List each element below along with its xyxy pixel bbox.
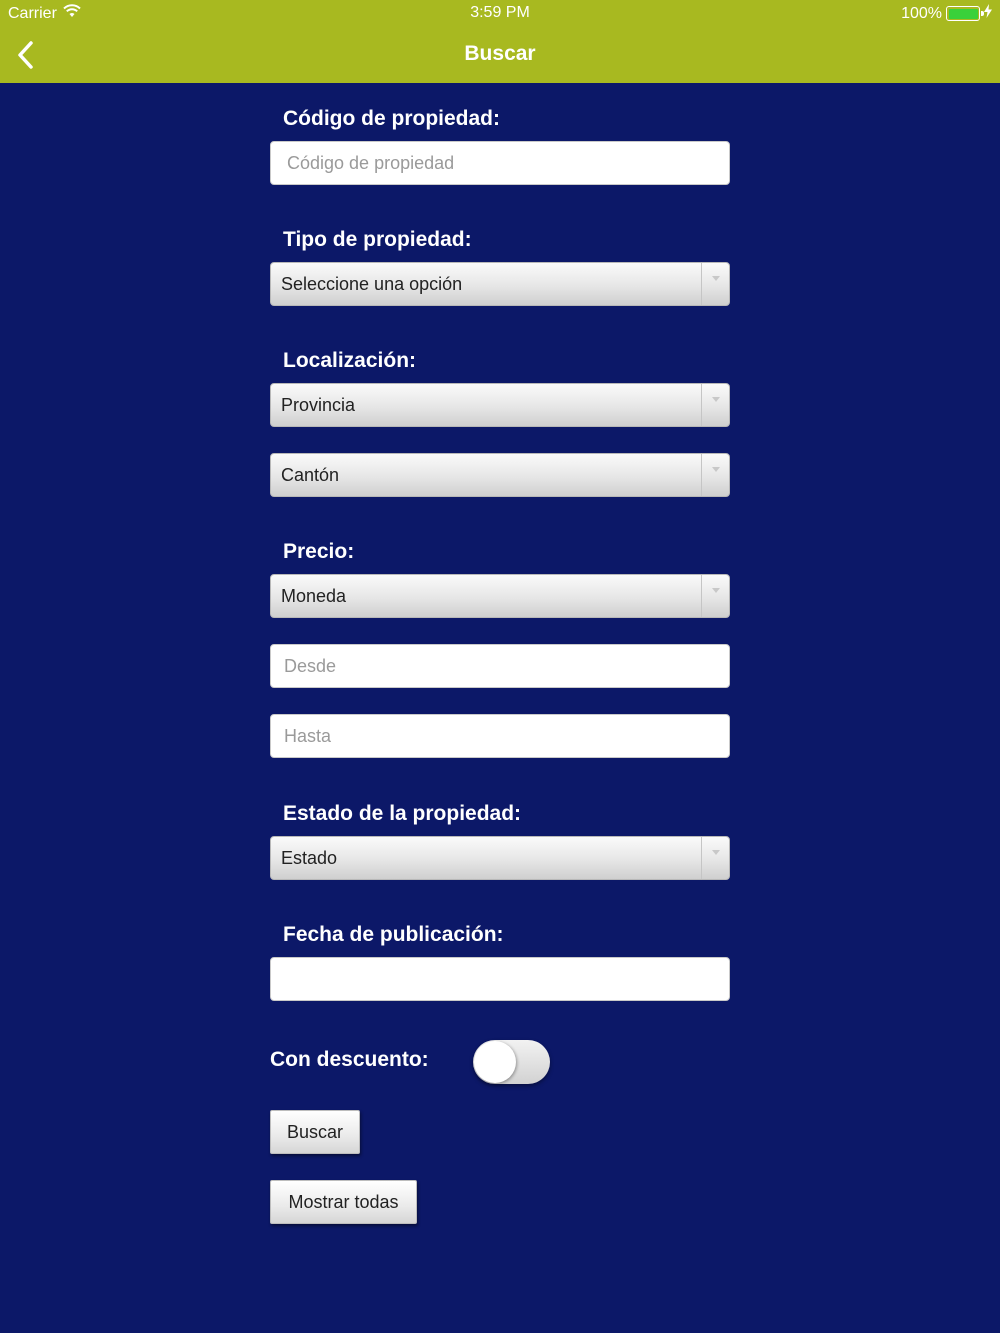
canton-select[interactable] bbox=[270, 453, 730, 497]
show-all-button[interactable]: Mostrar todas bbox=[270, 1180, 417, 1224]
price-from-input[interactable] bbox=[270, 644, 730, 688]
chevron-down-icon bbox=[701, 384, 729, 426]
search-button[interactable]: Buscar bbox=[270, 1110, 360, 1154]
price-to-input[interactable] bbox=[270, 714, 730, 758]
province-select[interactable] bbox=[270, 383, 730, 427]
publish-date-label: Fecha de publicación: bbox=[283, 923, 504, 946]
property-state-select[interactable] bbox=[270, 836, 730, 880]
property-code-input[interactable] bbox=[270, 141, 730, 185]
canton-value: Cantón bbox=[281, 464, 340, 485]
property-type-select[interactable] bbox=[270, 262, 730, 306]
property-code-label: Código de propiedad: bbox=[283, 107, 500, 130]
property-type-label: Tipo de propiedad: bbox=[283, 228, 472, 251]
carrier-label: Carrier bbox=[8, 4, 57, 22]
status-time: 3:59 PM bbox=[470, 4, 530, 21]
price-label: Precio: bbox=[283, 540, 355, 563]
discount-label: Con descuento: bbox=[270, 1048, 429, 1071]
chevron-down-icon bbox=[701, 454, 729, 496]
battery-percent: 100% bbox=[901, 4, 942, 22]
province-value: Provincia bbox=[281, 394, 356, 415]
location-label: Localización: bbox=[283, 349, 417, 372]
currency-value: Moneda bbox=[281, 585, 347, 606]
chevron-down-icon bbox=[701, 575, 729, 617]
battery-icon bbox=[946, 6, 980, 21]
property-state-label: Estado de la propiedad: bbox=[283, 802, 522, 825]
property-type-value: Seleccione una opción bbox=[281, 273, 463, 294]
discount-toggle[interactable] bbox=[473, 1040, 550, 1084]
charging-bolt-icon bbox=[984, 4, 992, 23]
status-battery bbox=[901, 4, 992, 23]
currency-select[interactable] bbox=[270, 574, 730, 618]
property-state-value: Estado bbox=[281, 847, 338, 868]
chevron-down-icon bbox=[701, 263, 729, 305]
page-title: Buscar bbox=[464, 42, 536, 65]
publish-date-input[interactable] bbox=[270, 957, 730, 1001]
chevron-down-icon bbox=[701, 837, 729, 879]
navigation-bar bbox=[0, 0, 1000, 83]
toggle-knob bbox=[474, 1041, 516, 1083]
